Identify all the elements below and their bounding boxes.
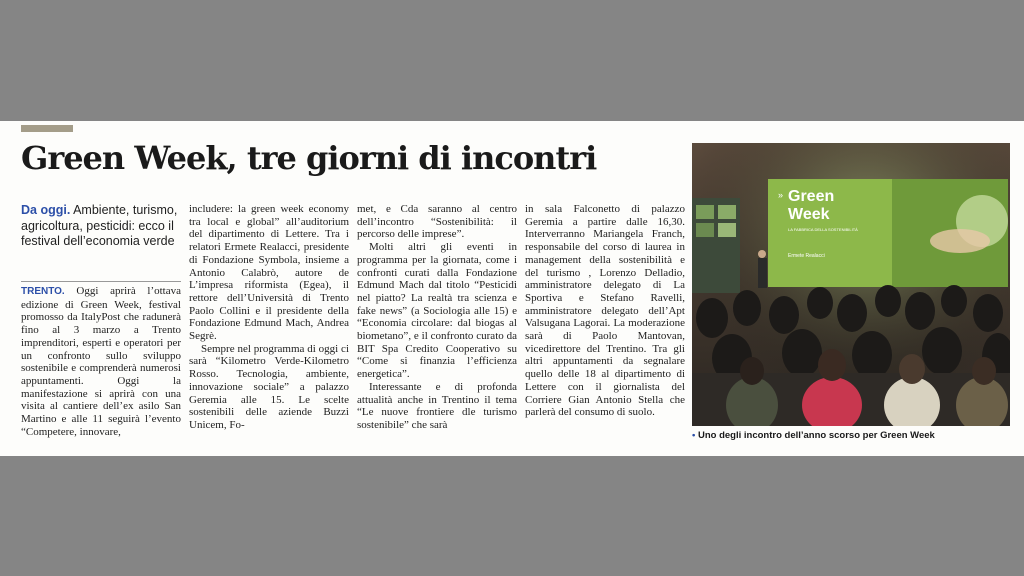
speaker: [758, 258, 767, 288]
photo-caption: [692, 430, 1010, 441]
event-photo: [692, 143, 1010, 426]
svg-text:»: »: [778, 190, 784, 200]
newspaper-clipping: [0, 121, 1024, 456]
article-column-3: [357, 203, 517, 432]
lead-paragraph: [21, 203, 181, 250]
column-2-paragraph-1: includere: la green week economy tra local e global” all’auditorium del dipartimento di Lettere. Tra i relatori Ermete Realacci, presidente di Fondazione Symbola, insieme a Antonio Calabrò, autore de L’impresa riformista (Egea), il rettore dell’Università di Trento Paolo Collini e il presidente della Fondazione Edmund Mach, Andrea Segrè.: [189, 203, 349, 343]
column-3-paragraph-3: Interessante e di profonda attualità anche in Trentino il tema “Le nuove frontiere dle turismo sostenibile” che sarà: [357, 380, 517, 431]
dateline: TRENTO.: [21, 286, 65, 297]
headline: Green Week, tre giorni di incontri: [21, 139, 597, 177]
conference-hall-image: [692, 143, 1010, 426]
column-3-paragraph-1: met, e Cda saranno al centro dell’incontro “Sostenibilità: il percorso delle imprese”.: [357, 203, 517, 241]
caption-text: Uno degli incontro dell’anno scorso per Green Week: [697, 430, 935, 441]
column-2-paragraph-2: Sempre nel programma di oggi ci sarà “Kilometro Verde-Kilometro Rosso. Tecnologia, ambiente, innovazione sociale” a palazzo Geremia alle 15. Le scelte sostenibili delle aziende Buzzi Unicem, Fo-: [189, 342, 349, 431]
lead-text: Ambiente, turismo, agricoltura, pesticidi: ecco il festival dell’economia verde: [21, 203, 178, 248]
column-3-paragraph-2: Molti altri gli eventi in programma per la giornata, come i confronti curati dalla Fondazione Edmund Mach dal titolo “Pesticidi nel piatto? La realtà tra scienza e fake news” (a Sociologia alle 15) e “Economia circolare: dal biogas al biometano”, e il confronto curato da BIT Spa Credito Cooperativo su “Come si finanzia l’efficienza energetica”.: [357, 241, 517, 381]
article-column-2: [189, 203, 349, 432]
screen-speaker: Ermete Realacci: [788, 253, 825, 259]
caption-bullet: •: [692, 430, 696, 441]
lead-divider: [21, 281, 181, 282]
screen-title-2: Week: [788, 206, 830, 223]
column-4-text: in sala Falconetto di palazzo Geremia a partire dalle 16,30. Interverranno Mariangela Franch, responsabile del corso di laurea in management della sostenibilità e del turismo , Lorenzo Delladio, amministratore delegato di La Sportiva e Stefano Ravelli, amministratore delegato dell’Apt Valsugana Lagorai. La moderazione sarà di Paolo Mantovan, vicedirettore del Trentino. Tra gli altri appuntamenti da segnalare quello delle 18 al dipartimento di Lettere con il giornalista del Corriere Gian Antonio Stella che parlerà del consumo di suolo.: [525, 203, 685, 419]
screen-subtitle: LA FABBRICA DELLA SOSTENIBILITÀ: [788, 227, 858, 232]
screen-title-1: Green: [788, 188, 835, 205]
article-column-4: [525, 203, 685, 419]
lead-label: Da oggi.: [21, 203, 71, 217]
section-rule: [21, 125, 73, 132]
column-1-text: Oggi aprirà l’ottava edizione di Green Week, festival promosso da ItalyPost che radunerà fino al 3 marzo a Trento imprenditori, esperti e operatori per un confronto sullo sviluppo sostenibile e comprenderà numerosi appuntamenti. Oggi la manifestazione si aprirà con una visita al cantiere dell’ex asilo San Martino e alle 11 seguirà l’evento “Competere, innovare,: [21, 285, 181, 438]
article-column-1: [21, 285, 181, 438]
